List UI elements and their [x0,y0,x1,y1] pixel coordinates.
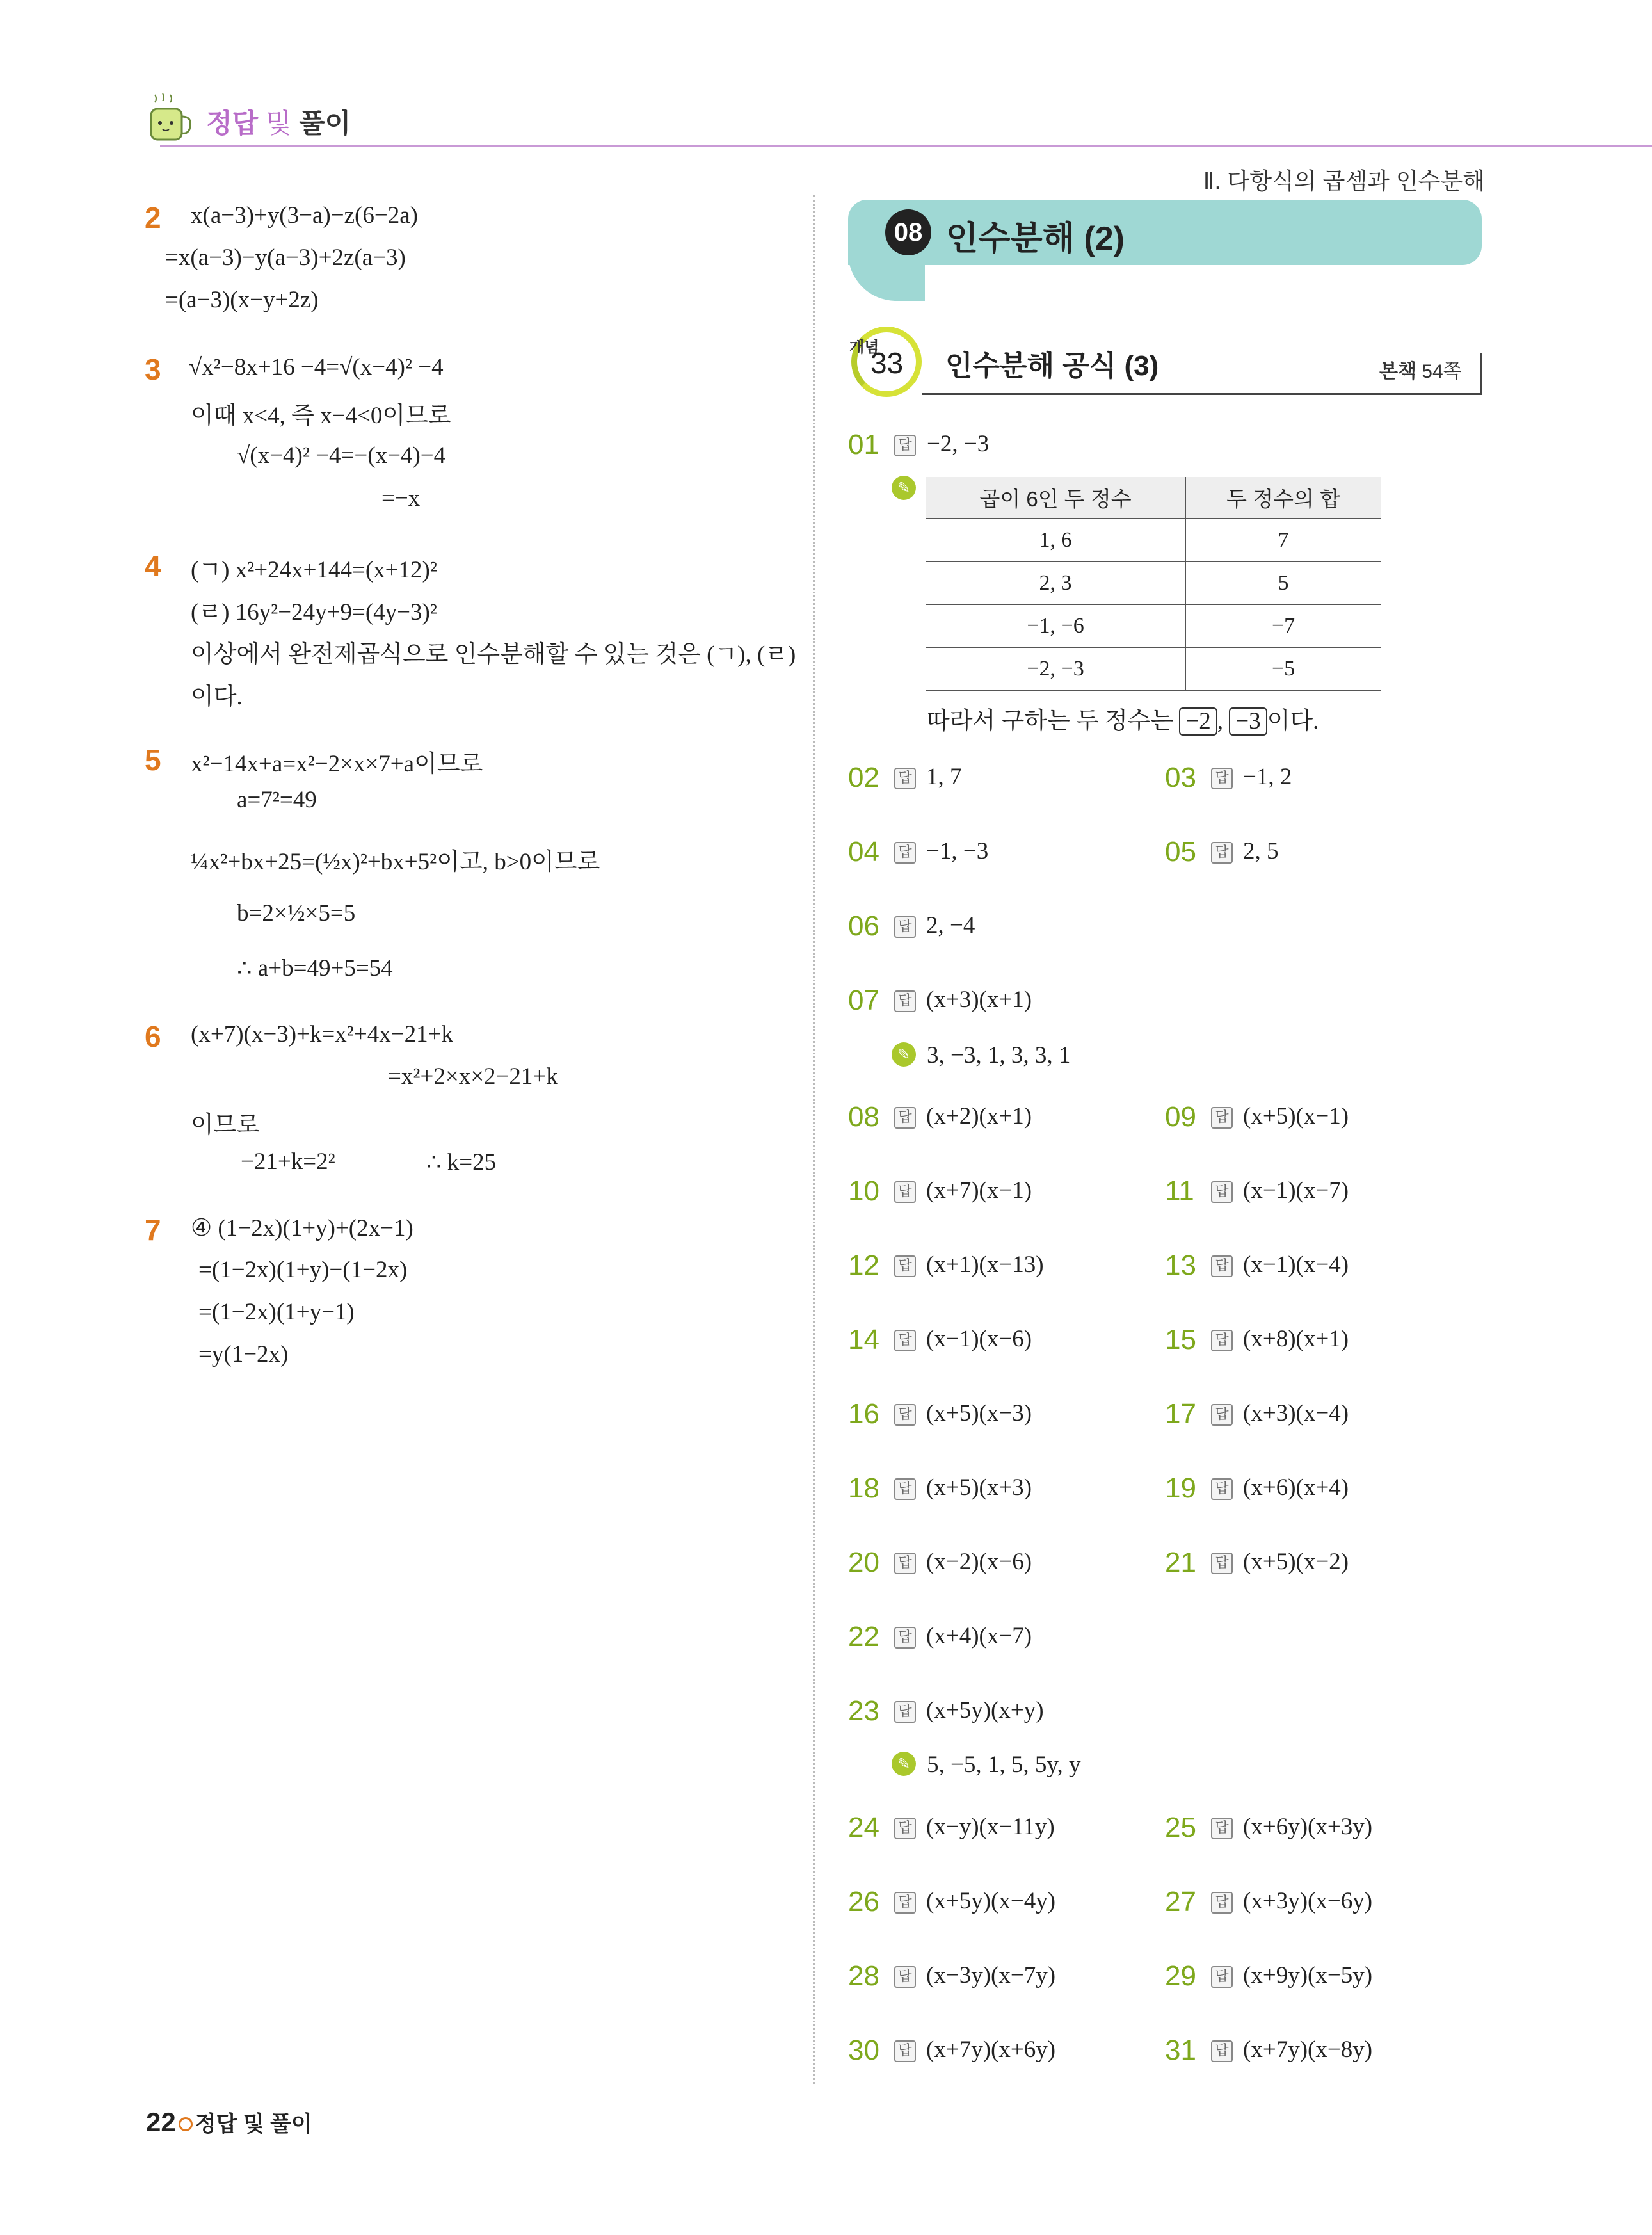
problem-number: 4 [145,549,161,583]
answer-badge-icon: 답 [894,1892,916,1914]
answer-value: (x+5y)(x+y) [926,1697,1044,1723]
table-header: 두 정수의 합 [1185,477,1381,519]
problem-number: 3 [145,353,161,386]
answer-badge-icon: 답 [1211,1404,1233,1426]
answer-number: 14 [848,1324,879,1355]
answer-value: (x+3)(x−4) [1243,1400,1349,1426]
concept-number: 33 [870,346,904,380]
answer-number: 15 [1165,1324,1196,1355]
answer-value: (x+7)(x−1) [926,1177,1032,1204]
table-cell: −2, −3 [926,647,1185,690]
problem-number: 2 [145,201,161,234]
table-row [926,647,1381,690]
table-cell: 1, 6 [926,519,1185,561]
page-number: 22 [146,2107,176,2137]
header-title-a: 정답 [206,108,259,138]
concept-tag: 개념 [849,339,879,356]
answer-value: (x−1)(x−6) [926,1326,1032,1352]
answer-number: 03 [1165,762,1196,793]
answer-badge-icon: 답 [894,1181,916,1203]
answer-number: 09 [1165,1101,1196,1133]
answer-number: 28 [848,1960,879,1992]
solution-line: −21+k=2² [241,1149,335,1175]
pencil-icon: ✎ [892,1752,916,1776]
conclusion-post: 이다. [1267,708,1319,734]
table-cell: −5 [1185,647,1381,690]
conclusion-line [927,701,1319,736]
answer-badge-icon: 답 [1211,842,1233,864]
answer-badge-icon: 답 [894,1627,916,1649]
answer-value: (x−2)(x−6) [926,1549,1032,1575]
page-footer [146,2106,312,2138]
chapter-title: Ⅱ. 다항식의 곱셈과 인수분해 [1203,168,1485,194]
solution-line: ∴ a+b=49+5=54 [237,955,393,981]
answer-number: 04 [848,836,879,867]
answer-number: 05 [1165,836,1196,867]
answer-badge-icon: 답 [894,1330,916,1351]
table-row [926,604,1381,647]
solution-line: ④ (1−2x)(1+y)+(2x−1) [191,1215,413,1241]
answer-badge-icon: 답 [894,2040,916,2062]
table-header-row [926,477,1381,519]
answer-value: (x+3)(x+1) [926,987,1032,1013]
section-number: 08 [885,209,931,255]
solution-line: =x²+2×x×2−21+k [388,1063,558,1090]
answer-number: 26 [848,1886,879,1917]
section-title: 인수분해 (2) [946,220,1125,257]
answer-value: 2, −4 [926,912,975,939]
table-cell: −1, −6 [926,604,1185,647]
answer-badge-icon: 답 [1211,1478,1233,1500]
answer-badge-icon: 답 [1211,1255,1233,1277]
answer-number: 24 [848,1812,879,1843]
problem-number: 5 [145,743,161,777]
answer-value: (x+5y)(x−4y) [926,1888,1056,1914]
answer-value: (x−1)(x−7) [1243,1177,1349,1204]
answer-badge-icon: 답 [894,990,916,1012]
answer-badge-icon: 답 [894,842,916,864]
answer-badge-icon: 답 [894,1553,916,1574]
answer-value: (x+5)(x−1) [1243,1103,1349,1129]
solution-line: x²−14x+a=x²−2×x×7+a이므로 [191,751,483,777]
answer-value: (x+6y)(x+3y) [1243,1814,1373,1840]
header-rule [160,145,1652,147]
answer-badge-icon: 답 [894,1701,916,1723]
solution-line: =x(a−3)−y(a−3)+2z(a−3) [165,245,406,271]
answer-value: −1, −3 [926,838,989,864]
answer-badge-icon: 답 [894,1404,916,1426]
concept-title: 인수분해 공식 (3) [945,350,1159,382]
answer-badge-icon: 답 [1211,768,1233,789]
solution-line: ¼x²+bx+25=(½x)²+bx+5²이고, b>0이므로 [191,849,600,875]
solution-line: 이다. [191,684,243,710]
answer-number: 13 [1165,1250,1196,1281]
column-divider [813,195,815,2084]
boxed-answer: −2 [1179,707,1217,736]
answer-value: (x+5)(x−3) [926,1400,1032,1426]
cup-logo-icon [146,90,197,150]
answer-value: (x+2)(x+1) [926,1103,1032,1129]
answer-number: 19 [1165,1473,1196,1504]
answer-number: 25 [1165,1812,1196,1843]
header-title-mid: 및 [258,108,300,138]
answer-number: 18 [848,1473,879,1504]
answer-value: (x+5)(x−2) [1243,1549,1349,1575]
solution-line: (ㄱ) x²+24x+144=(x+12)² [191,557,437,583]
answer-value: (x+8)(x+1) [1243,1326,1349,1352]
pencil-icon: ✎ [892,476,916,500]
concept-right-rule [1480,353,1482,393]
answer-number: 23 [848,1695,879,1727]
answer-badge-icon: 답 [894,1107,916,1129]
answer-badge-icon: 답 [894,916,916,938]
answer-value: −1, 2 [1243,764,1292,790]
answer-number: 08 [848,1101,879,1133]
answer-number: 06 [848,910,879,942]
answer-value: (x+7y)(x+6y) [926,2037,1056,2063]
problem-number: 6 [145,1020,161,1053]
footer-text: 정답 및 풀이 [195,2112,312,2136]
section-banner [848,200,1482,265]
problem-number: 7 [145,1213,161,1247]
answer-value: −2, −3 [927,431,990,457]
solution-line: a=7²=49 [237,787,317,813]
answer-number: 10 [848,1175,879,1207]
textbook-reference [1379,355,1462,383]
solution-line: 이므로 [191,1112,260,1138]
solution-line: =y(1−2x) [198,1341,289,1368]
answer-number: 16 [848,1398,879,1430]
answer-badge-icon: 답 [894,435,916,456]
answer-number: 11 [1165,1175,1194,1207]
table-cell: 2, 3 [926,561,1185,604]
answer-value: (x+5)(x+3) [926,1474,1032,1501]
answer-badge-icon: 답 [894,1255,916,1277]
factor-table [926,477,1381,691]
answer-badge-icon: 답 [1211,1892,1233,1914]
answer-number: 17 [1165,1398,1196,1430]
answer-number: 30 [848,2035,879,2066]
reference-page: 54쪽 [1416,361,1462,382]
table-cell: 7 [1185,519,1381,561]
answer-number: 02 [848,762,879,793]
answer-number: 22 [848,1621,879,1652]
boxed-answer: −3 [1229,707,1267,736]
answer-badge-icon: 답 [1211,2040,1233,2062]
solution-line: 이상에서 완전제곱식으로 인수분해할 수 있는 것은 (ㄱ), (ㄹ) [191,641,796,668]
solution-line: b=2×½×5=5 [237,900,356,926]
answer-badge-icon: 답 [894,1818,916,1839]
solution-line: =(a−3)(x−y+2z) [165,287,319,313]
answer-value: (x+4)(x−7) [926,1623,1032,1649]
answer-value: (x+6)(x+4) [1243,1474,1349,1501]
answer-number: 31 [1165,2035,1196,2066]
answer-value: (x+1)(x−13) [926,1252,1044,1278]
answer-value: (x−y)(x−11y) [926,1814,1055,1840]
solution-line: 이때 x<4, 즉 x−4<0이므로 [191,403,451,429]
answer-badge-icon: 답 [1211,1818,1233,1839]
header-title [206,102,351,141]
solution-line: x(a−3)+y(3−a)−z(6−2a) [191,202,418,229]
footer-dot-icon [179,2117,193,2131]
answer-badge-icon: 답 [894,768,916,789]
solution-line: (x+7)(x−3)+k=x²+4x−21+k [191,1021,453,1047]
conclusion-pre: 따라서 구하는 두 정수는 [927,708,1180,734]
table-cell: −7 [1185,604,1381,647]
table-row [926,519,1381,561]
answer-number: 01 [848,429,879,460]
solution-line: =−x [381,485,421,512]
answer-value: (x+3y)(x−6y) [1243,1888,1373,1914]
table-row [926,561,1381,604]
solution-line: (ㄹ) 16y²−24y+9=(4y−3)² [191,599,437,625]
answer-value: (x+7y)(x−8y) [1243,2037,1373,2063]
answer-badge-icon: 답 [1211,1107,1233,1129]
solution-line: ∴ k=25 [426,1149,497,1175]
answer-note: 5, −5, 1, 5, 5y, y [927,1752,1081,1778]
answer-value: (x+9y)(x−5y) [1243,1962,1373,1989]
answer-number: 27 [1165,1886,1196,1917]
conclusion-sep: , [1217,708,1230,734]
answer-value: 1, 7 [926,764,962,790]
answer-note: 3, −3, 1, 3, 3, 1 [927,1042,1071,1069]
table-cell: 5 [1185,561,1381,604]
header-title-b: 풀이 [299,108,351,138]
pencil-icon: ✎ [892,1042,916,1067]
answer-value: (x−1)(x−4) [1243,1252,1349,1278]
solution-line: √x²−8x+16 −4=√(x−4)² −4 [189,354,444,380]
answer-badge-icon: 답 [1211,1966,1233,1988]
solution-line: √(x−4)² −4=−(x−4)−4 [237,442,446,469]
answer-badge-icon: 답 [1211,1330,1233,1351]
answer-value: 2, 5 [1243,838,1279,864]
answer-number: 21 [1165,1547,1196,1578]
concept-underline [922,393,1482,395]
answer-number: 29 [1165,1960,1196,1992]
answer-number: 20 [848,1547,879,1578]
answer-number: 12 [848,1250,879,1281]
answer-badge-icon: 답 [1211,1553,1233,1574]
answer-badge-icon: 답 [894,1478,916,1500]
answer-number: 07 [848,985,879,1016]
answer-badge-icon: 답 [1211,1181,1233,1203]
answer-badge-icon: 답 [894,1966,916,1988]
reference-label: 본책 [1379,361,1416,382]
table-header: 곱이 6인 두 정수 [926,477,1185,519]
answer-value: (x−3y)(x−7y) [926,1962,1056,1989]
solution-line: =(1−2x)(1+y−1) [198,1299,355,1325]
solution-line: =(1−2x)(1+y)−(1−2x) [198,1257,408,1283]
